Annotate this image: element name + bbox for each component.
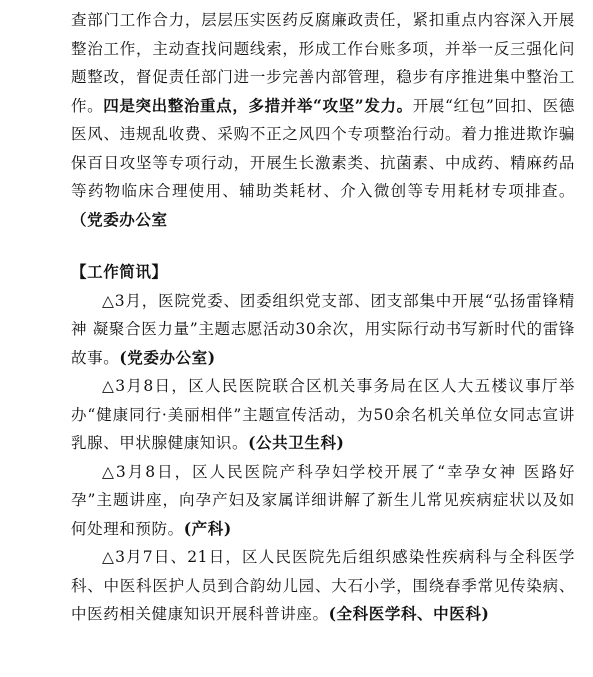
brief-text: △3月8日，区人民医院联合区机关事务局在区人大五楼议事厅举办“健康同行·美丽相伴”主题宣传活动，为50余名机关单位女同志宣讲乳腺、甲状腺健康知识。: [71, 377, 575, 452]
brief-text: △3月7日、21日，区人民医院先后组织感染性疾病科与全科医学科、中医科医护人员到合韵幼儿园、大石小学，围绕春季常见传染病、中医药相关健康知识开展科普讲座。: [71, 548, 575, 623]
brief-item-1: [71, 287, 575, 373]
brief-text: △3月8日，区人民医院产科孕妇学校开展了“幸孕女神 医路好孕”主题讲座，向孕产妇及家属详细讲解了新生儿常见疾病症状以及如何处理和预防。: [71, 462, 575, 538]
brief-dept: (公共卫生科): [248, 433, 345, 452]
section-title: 【工作简讯】: [71, 262, 168, 281]
brief-item-2: [71, 372, 575, 458]
brief-item-4: [71, 543, 575, 629]
brief-dept: (党委办公室): [119, 347, 216, 367]
brief-dept: (产科): [183, 518, 232, 538]
brief-item-3: [71, 458, 575, 544]
brief-dept: (全科医学科、中医科): [328, 604, 490, 623]
intro-bold-heading: 四是突出整治重点，多措并举“攻坚”发力。: [103, 95, 413, 115]
brief-text: △3月，医院党委、团委组织党支部、团支部集中开展“弘扬雷锋精神 凝聚合医力量”主题志愿活动30余次，用实际行动书写新时代的雷锋故事。: [71, 291, 575, 367]
intro-paragraph: [71, 6, 575, 234]
intro-text-2: 开展“红包”回扣、医德医风、违规乱收费、采购不正之风四个专项整治行动。着力推进欺诈骗保百日攻坚等专项行动，开展生长激素类、抗菌素、中成药、精麻药品等药物临床合理使用、辅助类耗材、介入微创等专用耗材专项排查。: [71, 96, 575, 200]
intro-dept: （党委办公室: [71, 209, 168, 229]
intro-text-1: 查部门工作合力，层层压实医药反腐廉政责任，紧扣重点内容深入开展整治工作，主动查找问题线索，形成工作台账多项，并举一反三强化问题整改，督促责任部门进一步完善内部管理，稳步有序推进集中整治工作。: [71, 11, 575, 115]
